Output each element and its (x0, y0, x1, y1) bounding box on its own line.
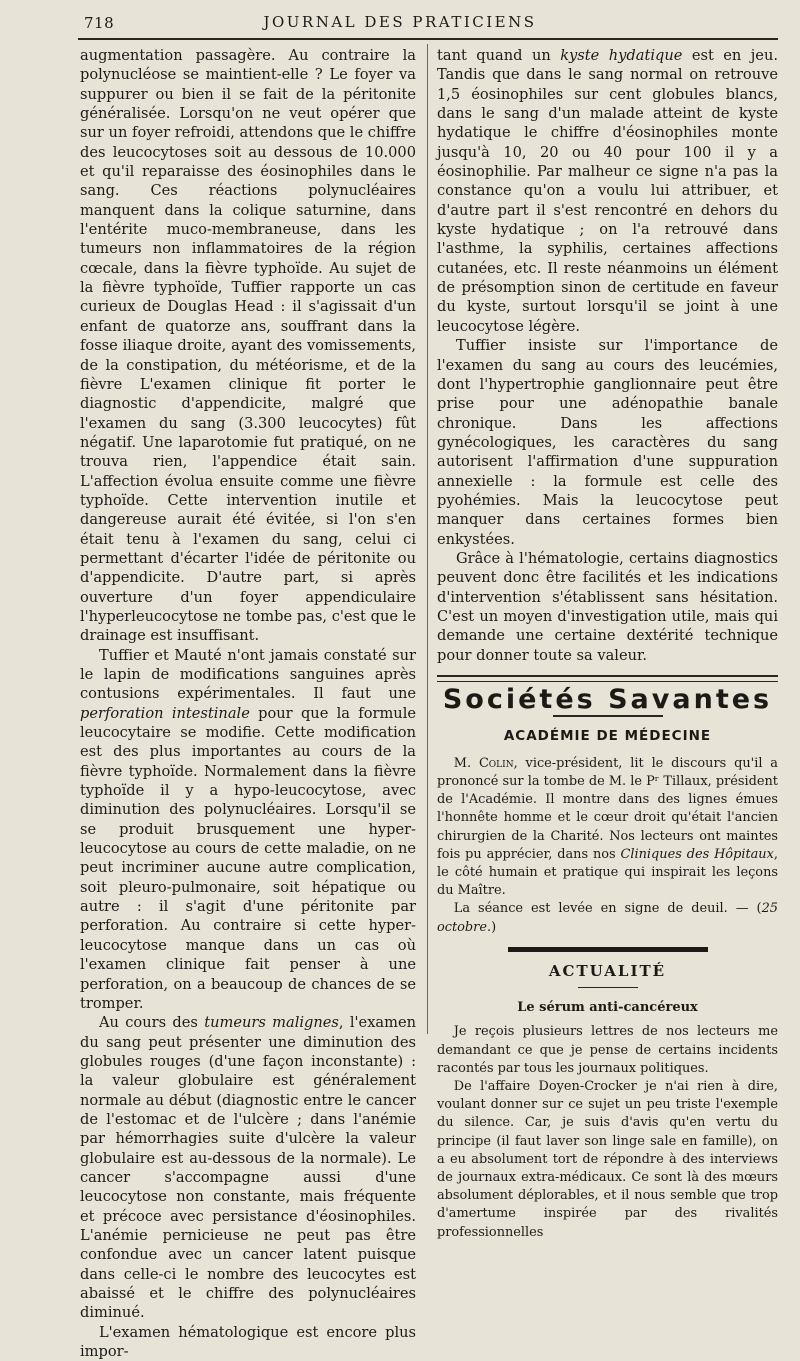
page-number: 718 (84, 14, 115, 32)
actualite-rule (578, 987, 638, 988)
heavy-rule (508, 947, 708, 952)
paragraph (437, 755, 778, 901)
text-run: est en jeu. Tandis que dans le sang normal on retrouve 1,5 éosinophiles sur cent globules blancs, dans le sang d'un malade atteint de kyste hydatique le chiffre d'éosinophiles monte jusqu'à 10, 20 ou 40 pour 100 il y a éosinophilie. Par malheur ce signe n'a pas la constance qu'on a voulu lui attribuer, et d'autre part il s'est rencontré en dehors du kyste hydatique ; on l'a retrouvé dans l'asthme, la syphilis, certaines affections cutanées, etc. Il reste néanmoins un élément de présomption sinon de certitude en faveur du kyste, surtout lorsqu'il se joint à une leucocytose légère. (437, 47, 778, 335)
section-title: Sociétés Savantes (442, 684, 773, 715)
article-title: Le sérum anti-cancéreux (517, 1000, 698, 1016)
text-run: pour que la formule leucocytaire se modifie. Cette modification est des plus importantes au cours de la fièvre typhoïde. Normalement dans la fièvre typhoïde il y a hypo-leucocytose, avec diminution des polynucléaires. Lorsqu'il se se produit brusquement une hyper-leucocytose au cours de cette maladie, on ne peut incriminer aucune autre complication, soit pleuro-pulmonaire, soit hépatique ou autre : il s'agit d'une péritonite par perforation. Au contraire si cette hyper-leucocytose manque dans un cas où l'examen clinique fait penser à une perforation, on a beaucoup de chances de se tromper. (80, 704, 417, 1012)
paragraph: Grâce à l'hématologie, certains diagnostics peuvent donc être facilités et les indications d'intervention s'établissent sans hésitation. C'est un moyen d'investigation utile, mais qui demande une certaine dextérité technique pour donner toute sa valeur. (437, 549, 778, 664)
text-run: , vice-président, lit le discours qu'il a prononcé sur la tombe de M. le Pʳ Tillaux, président de l'Académie. Il montre dans des lignes émues l'honnête homme et le cœur droit qu'était l'ancien chirurgien de la Charité. Nos lecteurs ont maintes fois pu apprécier, dans nos (437, 755, 778, 862)
article-body (437, 1023, 778, 1241)
italic-term: Cliniques des Hôpitaux (620, 846, 774, 862)
paragraph (80, 1013, 416, 1323)
paragraph (437, 900, 778, 936)
text-run: , l'examen du sang peut présenter une diminution des globules rouges (d'une façon inconstante) : la valeur globulaire est généralement normale au début (diagnostic entre le cancer de l'estomac et de l'ulcère ; dans l'anémie par hémorrhagies suite d'ulcère la valeur globulaire est au-dessous de la normale). Le cancer s'accompagne aussi d'une leucocytose non constante, mais fréquente et précoce avec persistance d'éosinophiles. L'anémie pernicieuse ne peut pas être confondue avec un cancer latent puisque dans celle-ci le nombre des leucocytes est abaissé et le chiffre des polynucléaires diminué. (80, 1014, 417, 1322)
left-column (80, 46, 416, 1361)
paragraph: Tuffier insiste sur l'importance de l'examen du sang au cours des leucémies, dont l'hypertrophie ganglionnaire peut être prise pour une adénopathie banale chronique. Dans les affections gynécologiques, les caractères du sang autorisent l'affirmation d'une suppuration annexielle : la formule est celle des pyohémies. Mais la leucocytose peut manquer dans certaines formes bien enkystées. (437, 337, 778, 548)
text-run: , le côté humain et pratique qui inspirait les leçons du Maître. (437, 846, 778, 899)
italic-term: kyste hydatique (560, 47, 683, 64)
text-run: La séance est levée en signe de deuil. — ( (453, 901, 762, 917)
paragraph (437, 46, 778, 336)
person-name: Colin (478, 755, 514, 771)
header-rule (78, 38, 778, 40)
text-run: Au cours des (98, 1014, 205, 1032)
italic-term: tumeurs malignes (204, 1014, 339, 1032)
running-head (0, 8, 800, 36)
column-divider (427, 44, 428, 1034)
section-rule (437, 675, 778, 682)
journal-title: JOURNAL DES PRATICIENS (263, 13, 537, 31)
paragraph: augmentation passagère. Au contraire la polynucléose se maintient-elle ? Le foyer va suppurer ou bien il se fait de la péritonite généralisée. Lorsqu'on ne veut opérer que sur un foyer refroidi, attendons que le chiffre des leucocytoses soit au dessous de 10.000 et qu'il reparaisse des éosinophiles dans le sang. Ces réactions polynucléaires manquent dans la colique saturnine, dans l'entérite muco-membraneuse, dans les tumeurs non inflammatoires de la région cœcale, dans la fièvre typhoïde. Au sujet de la fièvre typhoïde, Tuffier rapporte un cas curieux de Douglas Head : il s'agissait d'un enfant de quatorze ans, souffrant dans la fosse iliaque droite, ayant des vomissements, de la constipation, du météorisme, et de la fièvre L'examen clinique fit porter le diagnostic d'appendicite, malgré que l'examen du sang (3.300 leucocytes) fût négatif. Une laparotomie fut pratiqué, on ne trouva rien, l'appendice était sain. L'affection évolua ensuite comme une fièvre typhoïde. Cette intervention inutile et dangereuse aurait été évitée, si l'on s'en était tenu à l'examen du sang, celui ci permettant d'écarter l'idée de péritonite ou d'appendicite. D'autre part, si après ouverture d'un foyer appendiculaire l'hyperleucocytose ne tombe pas, c'est que le drainage est insuffisant. (80, 47, 416, 645)
italic-term: perforation intestinale (80, 704, 250, 722)
text-run: ) (491, 919, 497, 935)
date: 25 octobre. (437, 901, 778, 935)
text-run: M. (453, 755, 479, 771)
subsection-title: ACADÉMIE DE MÉDECINE (503, 728, 712, 745)
text-run: Tuffier et Mauté n'ont jamais constaté sur le lapin de modifications sanguines après contusions expérimentales. Il faut une (80, 646, 416, 703)
paragraph: Je reçois plusieurs lettres de nos lecteurs me demandant ce que je pense de certains incidents racontés par tous les journaux politiques. (437, 1024, 778, 1076)
section-title-rule (553, 715, 663, 717)
right-column (437, 46, 778, 1242)
text-run: tant quand un (437, 47, 561, 64)
paragraph: De l'affaire Doyen-Crocker je n'ai rien à dire, voulant donner sur ce sujet un peu triste l'exemple du silence. Car, je suis d'avis qu'en vertu du principe (il faut laver son linge sale en famille), on a eu absolument tort de répondre à des interviews de journaux extra-médicaux. Ce sont là des mœurs absolument déplorables, et il nous semble que trop d'amertume inspirée par des rivalités professionnelles (437, 1079, 778, 1240)
paragraph (80, 646, 416, 1014)
academie-report (437, 755, 778, 937)
actualite-title: ACTUALITÉ (548, 961, 667, 980)
paragraph: L'examen hématologique est encore plus impor- (80, 1323, 416, 1361)
